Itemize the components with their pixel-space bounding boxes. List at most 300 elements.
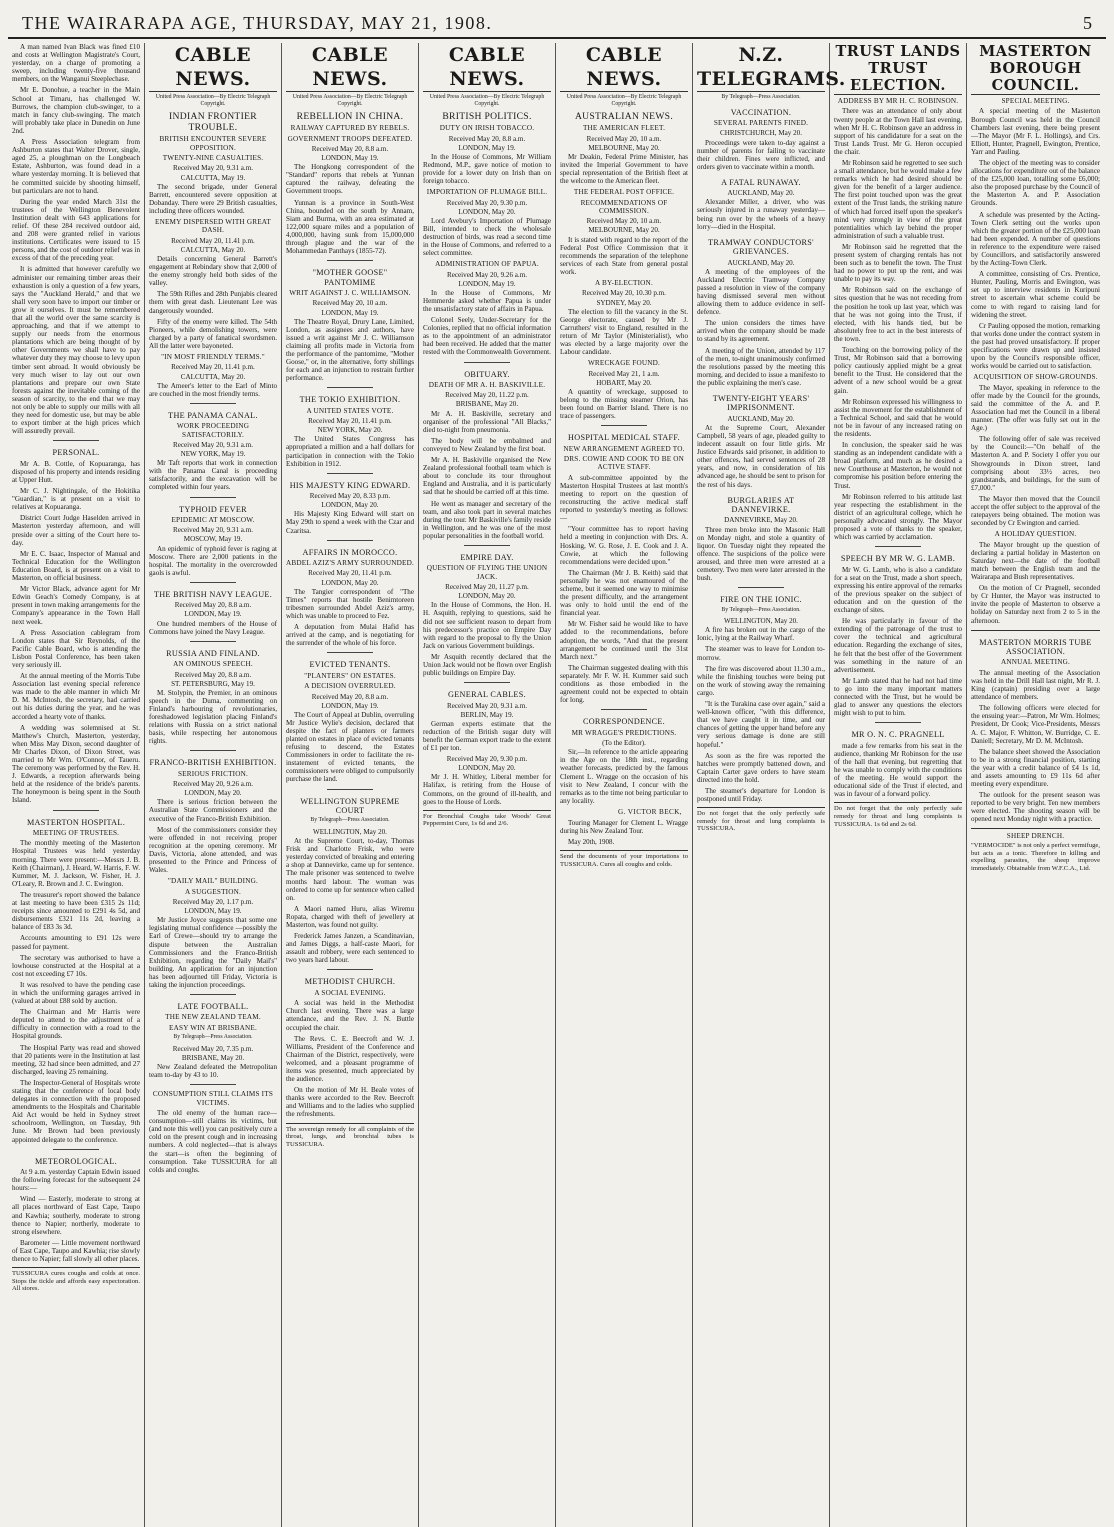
received-line: Received May 20, 8.8 a.m. [311, 692, 389, 701]
article-subheading: NEW ARRANGEMENT AGREED TO. [563, 444, 685, 453]
article-paragraph: Mr W. G. Lamb, who is also a candidate for a seat on the Trust, made a short speech, expressing his entire approval of the remarks of the previous speaker on the subject of education and on the question of the exchange of sites. [834, 565, 962, 615]
article-paragraph: The Court of Appeal at Dublin, overruling Mr Justice Wylie's decision, declared that despite the fact of planters or farmers planted on estates in place of evicted tenants refusing to descend, the Estates Commissioners in order to facilitate the re-instatement of evicted tenants, the commissioners were obliged to compulsorily purchase the land. [286, 710, 414, 784]
received-line: Received May 20, 9.31 a.m. [173, 164, 253, 173]
divider [875, 546, 921, 547]
dateline: WELLINGTON, May 20. [313, 827, 387, 836]
received-line: Received May 20, 10 a.m. [312, 299, 388, 308]
article-paragraph: At the Supreme Court, to-day, Thomas Frisk and Charlotte Frisk, who were yesterday convicted of breaking and entering a shop at Dannevirke, came up for sentence. The male prisoner was sentenced to twelve months hard labour. The woman was ordered to come up for sentence when called on. [286, 837, 414, 902]
column-subheading: By Telegraph—Press Association. [721, 94, 801, 100]
received-line: Received May 20, 9.30 p.m. [446, 198, 528, 207]
article-paragraph: The fire was discovered about 11.30 a.m., while the finishing touches were being put on the work of stowing away the remaining cargo. [697, 664, 825, 697]
article-paragraph: The body will be embalmed and conveyed to New Zealand by the first boat. [423, 436, 551, 453]
article-heading: TWENTY-EIGHT YEARS' IMPRISONMENT. [712, 393, 810, 413]
ad-text: The sovereign remedy for all complaints of the throat, lungs, and bronchial tubes is TUSSICURA. [286, 1125, 414, 1148]
received-line: Received May 21, 1 a.m. [588, 369, 660, 378]
article-paragraph: During the year ended March 31st the trustees of the Wellington Benevolent Institution dealt with 643 applications for relief. Of these 284 received outdoor aid, and 208 were granted relief in various institutions. Certificates were issued to 15 persons, and the cost of outdoor relief was in excess of that of the preceding year. [12, 197, 140, 263]
article-paragraph: The Theatre Royal, Drury Lane, Limited, London, as assignees and authors, have issued a writ against Mr J. C. Williamson claiming all profits made in Victoria from the performance of the pantomime, "Mother Goose," or, in the alternative, forty shillings for each and an injunction to restrain further performance. [286, 317, 414, 383]
ad-text: Do not forget that the only perfectly safe remedy for throat and lung complaints is TUSSICURA. 1s 6d and 2s 6d. [834, 805, 962, 828]
article-paragraph: Proceedings were taken to-day against a number of parents for failing to vaccinate their children. Fines were inflicted, and orders given to vaccinate within a month. [697, 138, 825, 171]
article-paragraph: Mr Taft reports that work in connection with the Panama Canal is proceeding satisfactorily, and the excavation will be completed within four years. [149, 459, 277, 492]
received-line: Received May 20, 10.30 p.m. [582, 289, 666, 298]
article-paragraph: The following offer of sale was received by the Council:—"On behalf of the Masterton A. and P. Society I offer you our Showgrounds in Dixon street, land comprising about 33½ acres, two grandstands, and buildings, for the sum of £7,000." [971, 435, 1100, 492]
article-heading: BURGLARIES AT DANNEVIRKE. [727, 495, 795, 515]
article-paragraph: His Majesty King Edward will start on May 29th to spend a week with the Czar and Czaritsa. [286, 510, 414, 535]
dateline: MELBOURNE, May 20. [588, 143, 660, 152]
article-heading: MR O. N. C. PRAGNELL [851, 730, 945, 740]
article-subheading: RECOMMENDATIONS OF COMMISSION. [580, 198, 668, 215]
personal-item: Mr Victor Black, advance agent for Mr Edwin Geach's Comedy Company, is at present in town making arrangements for the Company's appearance in the Town Hall next week. [12, 585, 140, 626]
article-subheading: GOVERNMENT TROOPS DEFEATED. [287, 134, 413, 143]
column-subheading: United Press Association—By Electric Telegraph Copyright. [292, 94, 408, 107]
dateline: LONDON, May 20. [321, 501, 379, 510]
article-paragraph: Mr A. H. Baskiville, secretary and organiser of the professional "All Blacks," died to-night from pneumonia. [423, 409, 551, 434]
article-subheading: ADMINISTRATION OF PAPUA. [435, 260, 539, 269]
article-paragraph: A special meeting of the Masterton Borough Council was held in the Council Chambers last evening, there being present—The Mayor (Mr F. L. Hollings), and Crs. Elliott, Hunter, Pragnell, Ewington, Prentice, Yarr and Pauling. [971, 107, 1100, 156]
article-heading: VACCINATION. [730, 107, 792, 117]
dateline: CALCUTTA, May 19. [180, 173, 246, 182]
personal-item: Mr E. C. Isaac, Inspector of Manual and Technical Education for the Wellington Education Board, is at present on a visit to Masterton, on official business. [12, 549, 140, 583]
article-paragraph: The treasurer's report showed the balance at last meeting to have been £315 2s 11d; receipts since amounted to £291 4s 5d, and disbursements £321 11s 2d, leaving a balance of £83 3s 3d. [12, 890, 140, 932]
received-line: Received May 20, 11.27 p.m. [445, 583, 529, 592]
article-subheading: MR WRAGGE'S PREDICTIONS. [571, 728, 677, 737]
column-subheading: United Press Association—By Electric Telegraph Copyright. [155, 94, 271, 107]
byline: By Telegraph—Press Association. [721, 606, 801, 613]
article-paragraph: At 9 a.m. yesterday Captain Edwin issued the following forecast for the subsequent 24 hours:— [12, 1168, 140, 1193]
article-heading: MASTERTON MORRIS TUBE ASSOCIATION. [979, 637, 1092, 657]
article-paragraph: The 59th Rifles and 28th Punjabis cleared them with great dash. Lieutenant Lee was dangerously wounded. [149, 290, 277, 315]
article-heading: EMPIRE DAY. [460, 552, 514, 562]
article-paragraph: made a few remarks from his seat in the audience, thanking Mr Robinson for the use of the hall that evening, but regretting that he was unable to comply with the conditions of the meeting. He would support the educational side of the Trust if elected, and was in favour of a forward policy. [834, 741, 962, 799]
personal-item: Mr C. J. Nightingale, of the Hokitika "Guardian," is at present on a visit to relatives at Kopuaranga. [12, 487, 140, 512]
article-paragraph: Mr Robinson said he regretted that the present system of charging rentals has not been such as to benefit the town. The Trust had no power to put up the rent, and was unable to pay its way. [834, 242, 962, 284]
article-paragraph: The Inspector-General of Hospitals wrote stating that the conference of local body delegates in connection with the proposed amendments to the Hospitals and Charitable Aid Act would be held in Sydney street schoolroom, Wellington, on Tuesday, 9th June. Mr Brown had been previously appointed delegate to the conference. [12, 1078, 140, 1144]
article-paragraph: M. Stolypin, the Premier, in an ominous speech in the Duma, commenting on Finland's harbouring of revolutionaries, foreshadowed legislation placing Finland's relations with Russia on a strict national basis, while respecting her autonomous rights. [149, 688, 277, 746]
dateline: HOBART, May 20. [596, 378, 652, 387]
article-paragraph: A schedule was presented by the Acting-Town Clerk setting out the works upon which the greater portion of the £25,000 loan had been expended. A number of questions in reference to the expenditure were raised by Councillors, and satisfactorily answered by the Acting-Town Clerk. [971, 210, 1100, 268]
article-paragraph: Mr Deakin, Federal Prime Minister, has invited the Imperial Government to have special representation of the British fleet at the welcome to the American fleet. [560, 152, 688, 186]
article-paragraph: The outlook for the present season was reported to be very bright. Ten new members were elected. The shooting season will be opened next Monday night with a practice. [971, 791, 1100, 824]
article-paragraph: Three men broke into the Masonic Hall on Monday night, and stole a quantity of liquor. On Tuesday night they repeated the offence. The suspicions of the police were aroused, and three men were arrested at a cemetery. Two men were later arrested in the bush. [697, 525, 825, 583]
advertisement [12, 1267, 140, 1293]
dateline: SYDNEY, May 20. [596, 298, 652, 307]
divider [327, 540, 373, 541]
column-subheading: ADDRESS BY MR H. C. ROBINSON. [837, 97, 959, 105]
column-subheading: United Press Association—By Electric Telegraph Copyright. [429, 94, 545, 107]
column-3 [282, 43, 419, 1527]
article-heading: THE TOKIO EXHIBITION. [299, 395, 401, 405]
received-line: Received May 20, 8.8 a.m. [448, 134, 526, 143]
dateline: DANNEVIRKE, May 20. [724, 516, 798, 525]
article-paragraph: Most of the commissioners consider they were offended in not receiving proper recognition at the opening ceremony. Mr Davis, Victoria, alone attended, and was presented to the Prince and Princess of Wales. [149, 825, 277, 875]
column-heading: N.Z. TELEGRAMS. [697, 44, 846, 90]
article-paragraph: At the Supreme Court, Alexander Campbell, 58 years of age, pleaded guilty to indecent assault on four little girls. Mr Justice Edwards said prisoner, in addition to other offences, had served sentences of 28 years, and now, in consideration of his advanced age, he should be sent to prison for the rest of his days. [697, 423, 825, 489]
divider [464, 682, 510, 683]
divider [327, 969, 373, 970]
article-paragraph: Mr W. Fisher said he would like to have added to the recommendations, before adoption, the words, "And that the present arrangement be continued until the 31st March next." [560, 620, 688, 661]
article-heading: TYPHOID FEVER [179, 504, 247, 514]
column-2 [145, 43, 282, 1527]
article-subheading: "IN MOST FRIENDLY TERMS." [161, 353, 265, 361]
received-line: Received May 20, 11.22 p.m. [445, 391, 529, 400]
article-paragraph: A social was held in the Methodist Church last evening. There was a large attendance, and the Rev. J. N. Buttle occupied the chair. [286, 999, 414, 1032]
article-paragraph: Cr Pauling opposed the motion, remarking that works done under the contract system in the past had proved unsatisfactory. If proper specifications were drawn up and insisted upon by the Council's responsible officer, works would be carried out to satisfaction. [971, 321, 1100, 371]
received-line: Received May 20, 11.41 p.m. [308, 569, 392, 578]
article-subheading: SERIOUS FRICTION. [177, 769, 249, 778]
article-paragraph: The United States Congress has appropriated a million and a half dollars for participation in connection with the Tokio Exhibition in 1912. [286, 435, 414, 468]
divider [875, 722, 921, 723]
divider [190, 750, 236, 751]
dateline: NEW YORK, May 19. [180, 450, 246, 459]
article-subheading: ACQUISITION OF SHOW-GROUNDS. [973, 373, 1098, 382]
dateline: AUCKLAND, May 20. [727, 258, 795, 267]
article-paragraph: A deputation from Mulai Hafid has arrived at the camp, and is negotiating for the surrender of the whole of his force. [286, 623, 414, 648]
article-paragraph: "It is the Turakina case over again," said a well-known officer, "with this difference, that we have caught it in time, and our chances of getting the upper hand before any very serious damage is done are still hopeful." [697, 700, 825, 749]
article-subheading: THE NEW ZEALAND TEAM. [165, 1013, 261, 1022]
divider [327, 789, 373, 790]
article-paragraph: Frederick James Janzen, a Scandinavian, and James Diggs, a half-caste Maori, for assault and robbery, were each sentenced to two years hard labour. [286, 932, 414, 965]
byline: By Telegraph—Press Association. [310, 817, 390, 824]
dateline: MELBOURNE, May 20. [588, 226, 660, 235]
advertisement [286, 1123, 414, 1149]
article-paragraph: In the House of Commons, the Hon. H. H. Asquith, replying to questions, said he did not see sufficient reason to depart from his predecessor's practice on Empire Day with regard to the proposal to fly the Union Jack on various Government buildings. [423, 601, 551, 650]
article-subheading: WRIT AGAINST J. C. WILLIAMSON. [289, 289, 411, 298]
letter-signature: G. VICTOR BECK, [617, 807, 682, 816]
article-subheading: A UNITED STATES VOTE. [306, 406, 394, 415]
divider [327, 387, 373, 388]
article-paragraph: Mr Robinson said he regretted to see such a small attendance, but he would make a few remarks which he had desired should be given for the benefit of a larger audience. The first point touched upon was the great extent of the Trust lands, the striking nature of which had forced itself upon the speaker's mind very strongly in view of the great potentialities which lay behind the proper administration of such a valuable trust. [834, 158, 962, 240]
article-paragraph: Mr Lamb stated that he had not had time to go into the many important matters connected with the Trust, but he would be glad to answer any questions the electors might wish to put to him. [834, 676, 962, 718]
column-heading: CABLE NEWS. [423, 43, 551, 92]
article-heading: WELLINGTON SUPREME COURT [300, 796, 400, 815]
article-heading: CORRESPONDENCE. [582, 717, 666, 727]
article-paragraph: Mr Robinson said on the exchange of sites question that he was not receding from the position he took up last year, which was that he was not going into the Trust, if elected, with his hands tied, but be absolutely free to act in the best interests of the town. [834, 286, 962, 343]
article-heading: RUSSIA AND FINLAND. [166, 648, 260, 658]
article-subheading: A HOLIDAY QUESTION. [994, 530, 1077, 539]
article-paragraph: The second brigade, under General Barrett, encountered severe opposition at Dobanday. There were 29 British casualties, including three officers wounded. [149, 182, 277, 215]
column-8 [967, 43, 1104, 1527]
divider [190, 582, 236, 583]
article-paragraph: He went as manager and secretary of the team, and also took part in several matches during the tour. Mr Baskiville's family reside in Wellington, and he was one of the most popular personalities in the football world. [423, 499, 551, 540]
article-subheading: A SOCIAL EVENING. [314, 988, 386, 997]
divider [971, 630, 1100, 631]
dateline: LONDON, May 20. [321, 578, 379, 587]
personal-item: A Press Association cablegram from London states that Sir Reynolds, of the Pacific Cable Board, who is attending the Lisbon Postal Conference, has been taken very seriously ill. [12, 628, 140, 669]
divider [53, 440, 99, 441]
article-subheading: A BY-ELECTION. [595, 279, 653, 288]
advertisement [971, 828, 1100, 873]
article-paragraph: On the motion of Cr Pragnell, seconded by Cr Hunter, the Mayor was instructed to invite the people of Masterton to observe a holiday on Saturday next from 2 to 5 in the afternoon. [971, 584, 1100, 625]
personal-item: District Court Judge Haselden arrived in Masterton yesterday afternoon, and will preside over a sitting of the Court here to-day. [12, 514, 140, 547]
article-heading: CONSUMPTION STILL CLAIMS ITS VICTIMS. [152, 1090, 274, 1107]
dateline: LONDON, May 19. [321, 308, 379, 317]
article-heading: LATE FOOTBALL. [177, 1002, 249, 1012]
personal-item: A wedding was solemnised at St. Matthew's Church, Masterton, yesterday, when Miss May Dixon, second daughter of Mr Charles Dixon, of Dixon Street, was married to Mr Wm. O'Connor, of Taueru. The ceremony was performed by the Rev. H. J. Edwards, a reception afterwards being held at the residence of the bride's parents. The honeymoon is being spent in the South Island. [12, 723, 140, 805]
personal-item: Mr A. B. Cottle, of Kopuaranga, has disposed of his property and intends residing at Upper Hutt. [12, 459, 140, 484]
article-heading: METHODIST CHURCH. [304, 977, 396, 987]
article-paragraph: In conclusion, the speaker said he was standing as an independent candidate with a broad platform, and much as he desired a new Courthouse at Masterton, he would not compromise his position before entering the Trust. [834, 441, 962, 490]
article-paragraph: A man named Ivan Black was fined £10 and costs at Wellington Magistrate's Court, yesterday, on a charge of promoting a sweep, including twenty-five thousand members, on the Wanganui Steeplechase. [12, 43, 140, 84]
article-paragraph: It is stated with regard to the report of the Federal Post Office Commission that it recommends the separation of the telephone services of each State from general postal work. [560, 235, 688, 276]
dateline: BERLIN, May 19. [460, 710, 514, 719]
article-paragraph: Yunnan is a province in South-West China, bounded on the south by Annam, Siam and Burma, with an area estimated at 122,000 square miles and a population of 4,000,000, having sunk from 15,000,000 through plague and the war of the Mohammedan Panthays (1855-72). [286, 198, 414, 256]
advertisement [423, 810, 551, 828]
article-paragraph: Mr A. H. Baskiville organised the New Zealand professional football team which is about to conclude its tour throughout England and Australia, and it is particularly sad that he should be carried off at this time. [423, 456, 551, 497]
dateline: CALCUTTA, May 20. [180, 245, 246, 254]
article-paragraph: A meeting of the employees of the Auckland Electric Tramway Company passed a resolution in view of the company having dismissed several men without allowing them to adduce evidence in self-defence. [697, 267, 825, 317]
dateline: LONDON, May 19. [321, 701, 379, 710]
article-paragraph: Fifty of the enemy were killed. The 54th Pioneers, while demolishing towers, were charged by a party of fanatical swordsmen. All the latter were bayoneted. [149, 317, 277, 350]
dateline: LONDON, May 20. [184, 789, 242, 798]
article-subheading: EPIDEMIC AT MOSCOW. [171, 515, 255, 524]
article-paragraph: The following officers were elected for the ensuing year:—Patron, Mr Wm. Holmes; President, Dr Cook; Vice-Presidents, Messrs A. C. Major, F. Whitton, W. Burridge, C. E. Daniell; Secretary, Mr D. M. McIntosh. [971, 704, 1100, 745]
article-paragraph: The steamer's departure for London is postponed until Friday. [697, 786, 825, 804]
article-heading: AFFAIRS IN MOROCCO. [302, 547, 398, 557]
article-heading: HIS MAJESTY KING EDWARD. [289, 480, 411, 490]
received-line: Received May 20, 9.31 a.m. [447, 701, 527, 710]
article-heading: REBELLION IN CHINA. [296, 111, 404, 123]
article-paragraph: Wind — Easterly, moderate to strong at all places northward of East Cape, Taupo and Kawhia; southerly, moderate to strong thence to Napier; northerly, moderate to strong elsewhere. [12, 1195, 140, 1236]
dateline: MOSCOW, May 19. [183, 535, 243, 544]
received-line: Received May 20, 9.31 a.m. [173, 441, 253, 449]
column-4 [419, 43, 556, 1527]
dateline: LONDON, May 19. [184, 907, 242, 916]
advertisement [834, 802, 962, 828]
article-paragraph: The Revs. C. E. Beecroft and W. J. Williams, President of the Conference and Chairman of the District, respectively, were welcomed, and a pleasant programme of items was presented, much appreciated by the audience. [286, 1034, 414, 1084]
dateline: BRISBANE, May 20. [455, 400, 519, 409]
divider [53, 1149, 99, 1150]
article-paragraph: The Ameer's letter to the Earl of Minto are couched in the most friendly terms. [149, 381, 277, 398]
divider [464, 362, 510, 363]
hospital-heading: MASTERTON HOSPITAL. [26, 817, 126, 827]
dateline: WELLINGTON, May 20. [724, 617, 798, 626]
advertisement [697, 807, 825, 833]
article-paragraph: An epidemic of typhoid fever is raging at Moscow. There are 2,000 patients in the hospital. The mortality in the overcrowded gaols is awful. [149, 544, 277, 577]
article-paragraph: Touching on the borrowing policy of the Trust, Mr Robinson said that a borrowing policy cautiously applied might be a great benefit to the Trust. He considered that the advent of a new school would be a great gain. [834, 346, 962, 395]
article-subheading: "PLANTERS" ON ESTATES. [304, 671, 396, 680]
article-paragraph: A Press Association telegram from Ashburton states that Walter Drover, single, aged 25, a ploughman on the Longbeach Estate, Ashburton, was found dead in a whare yesterday morning. It is believed that he committed suicide by shooting himself, but particulars are not to hand. [12, 138, 140, 195]
article-subheading: SEVERAL PARENTS FINED. [713, 119, 809, 127]
dateline: NEW YORK, May 20. [317, 426, 383, 435]
article-paragraph: The Hospital Party was read and showed that 20 patients were in the Institution at last meeting, 32 had since been admitted, and 27 discharged, leaving 25 remaining. [12, 1043, 140, 1076]
column-1 [8, 43, 145, 1527]
received-line: Received May 20, 10 a.m. [586, 134, 662, 143]
received-line: Received May 20, 1.17 p.m. [172, 898, 254, 907]
dateline: CHRISTCHURCH, May 20. [720, 129, 802, 138]
dateline: LONDON, May 19. [458, 143, 516, 152]
ad-text: TUSSICURA cures coughs and colds at once. Stops the tickle and affords easy expectoration. All stores. [12, 1270, 140, 1293]
article-paragraph: One hundred members of the House of Commons have joined the Navy League. [149, 619, 277, 636]
divider [190, 641, 236, 642]
article-paragraph: It was resolved to have the pending case in which the uniforming garages arrived in (valued at about £88 sold by auction. [12, 980, 140, 1006]
personal-heading: PERSONAL. [52, 448, 100, 458]
article-heading: SPEECH BY MR W. G. LAMB. [840, 554, 956, 564]
dateline: LONDON, May 19. [184, 610, 242, 619]
article-subheading: DEATH OF MR A. H. BASKIVILLE. [428, 380, 546, 389]
article-heading: EVICTED TENANTS. [309, 660, 391, 670]
article-subheading: TWENTY-NINE CASUALTIES. [162, 154, 264, 162]
received-line: Received May 20, 9.30 p.m. [446, 755, 528, 764]
dateline: LONDON, May 19. [321, 154, 379, 163]
article-subheading: THE AMERICAN FLEET. [582, 124, 666, 133]
letter-paragraph: Sir,—In reference to the article appearing in the Age on the 18th inst., regarding weather forecasts, predicted by the famous Clement L. Wragge on the occasion of his visit to New Zealand, I concur with the remarks as to the time not being particular to any locality. [560, 748, 688, 805]
article-paragraph: The balance sheet showed the Association to be in a strong financial position, starting the year with a credit balance of £4 1s 1d, and assets amounting to £9 11s 6d after meeting every expenditure. [971, 747, 1100, 789]
article-subheading: A DECISION OVERRULED. [304, 682, 396, 691]
article-heading: OBITUARY. [464, 369, 510, 379]
article-heading: THE BRITISH NAVY LEAGUE. [153, 589, 273, 599]
article-paragraph: As soon as the fire was reported the hatches were promptly battened down, and Captain Carter gave orders to have steam directed into the hold. [697, 751, 825, 784]
article-paragraph: The election to fill the vacancy in the St. George electorate, caused by Mr J. Carruthers' visit to England, resulted in the return of Mr Taylor (Ministerialist), who was elected by a large majority over the Labour candidate. [560, 307, 688, 357]
article-heading: GENERAL CABLES. [448, 690, 526, 700]
article-subheading: ANNUAL MEETING. [1000, 658, 1070, 667]
article-paragraph: Colonel Seely, Under-Secretary for the Colonies, replied that no official information as to the appointment of an administrator had been received. He added that the matter rested with the Commonwealth Government. [423, 316, 551, 357]
hospital-subheading: MEETING OF TRUSTEES. [32, 828, 120, 837]
article-heading: AUSTRALIAN NEWS. [574, 111, 674, 123]
article-heading: THE PANAMA CANAL. [168, 410, 258, 420]
divider [738, 587, 784, 588]
divider [601, 709, 647, 710]
column-6 [693, 43, 846, 1527]
article-subheading: BRITISH ENCOUNTER SEVERE OPPOSITION. [159, 135, 267, 152]
personal-item: At the annual meeting of the Morris Tube Association last evening special reference was made to the able manner in which Mr D. M. McIntosh, the secretary, had carried out his duties during the year, and he was accorded a hearty vote of thanks. [12, 672, 140, 721]
dateline: LONDON, May 20. [458, 592, 516, 601]
divider [190, 403, 236, 404]
column-5 [556, 43, 693, 1527]
article-heading: FIRE ON THE IONIC. [720, 595, 802, 605]
received-line: Received May 20, 7.35 p.m. [172, 1044, 254, 1053]
article-paragraph: The union considers the times have arrived when the company should be made to stand by its agreement. [697, 319, 825, 344]
article-paragraph: There was an attendance of only about twenty people at the Town Hall last evening, when Mr H. C. Robinson gave an address in support of his candidature for a seat on the Trust Lands Trust. Mr G. Heron occupied the chair. [834, 107, 962, 156]
masthead-title: THE WAIRARAPA AGE, THURSDAY, MAY 21, 1908. [22, 13, 493, 33]
letter-date: May 20th, 1908. [568, 837, 615, 846]
received-line: Received May 20, 8.8 a.m. [311, 145, 389, 153]
divider [327, 473, 373, 474]
dateline: LONDON, May 19. [458, 279, 516, 288]
received-line: Received May 20, 8.8 a.m. [174, 601, 252, 610]
article-paragraph: Mr E. Donohue, a teacher in the Main School at Timaru, has challenged W. Burrows, the champion club-swinger, to a match in fancy club-swinging. The match will probably take place in Dunedin on June 2nd. [12, 86, 140, 135]
received-line: Received May 20, 9.31 a.m. [173, 526, 253, 535]
article-paragraph: A Maori named Huru, alias Wiremu Ropata, charged with theft of jewellery at Masterton, was found not guilty. [286, 904, 414, 929]
article-paragraph: Barometer — Little movement northward of East Cape, Taupo and Kawhia; rise slowly thence to Napier; fall slowly all other places. [12, 1238, 140, 1263]
column-heading: TRUST LANDS TRUST ELECTION. [835, 43, 961, 94]
article-subheading: WRECKAGE FOUND. [587, 359, 661, 368]
article-subheading: "DAILY MAIL" BUILDING. [167, 877, 259, 886]
received-line: Received May 20, 11.41 p.m. [171, 363, 255, 372]
article-paragraph: Mr Robinson expressed his willingness to assist the movement for the establishment of a Technical School, and said that he would not be in favour of any increased rating on the residents. [834, 397, 962, 438]
column-subheading: SPECIAL MEETING. [1001, 97, 1070, 105]
article-paragraph: In the House of Commons, Mr Hemmerde asked whether Papua is under the unsatisfactory state of affairs in Papua. [423, 288, 551, 313]
article-paragraph: A fire has broken out in the cargo of the Ionic, lying at the Railway Wharf. [697, 626, 825, 643]
divider [601, 425, 647, 426]
article-paragraph: Mr Justice Joyce suggests that some one legislating mutual confidence —possibly the Earl of Crewe—should try to arrange the dispute between the Australian Commissioners and the Franco-British Exhibition, regarding the "Daily Mail's" building. An application for an injunction has been adjourned till Friday, Victoria is taking the injunction proceedings. [149, 916, 277, 989]
article-paragraph: Details concerning General Barrett's engagement at Rebindary show that 2,000 of the enemy strongly held both sides of the valley. [149, 254, 277, 288]
divider [53, 810, 99, 811]
advertisement [560, 850, 688, 868]
divider [327, 260, 373, 261]
page-number: 5 [1083, 13, 1092, 33]
article-subheading: DRS. COWIE AND COOK TO BE ON ACTIVE STAFF. [563, 454, 685, 472]
column-heading: MASTERTON BOROUGH COUNCIL. [971, 43, 1100, 95]
divider [190, 1084, 236, 1085]
article-heading: HOSPITAL MEDICAL STAFF. [568, 433, 680, 443]
dateline: LONDON, May 20. [458, 764, 516, 773]
article-paragraph: The annual meeting of the Association was held in the Drill Hall last night, Mr R. J. King (captain) presiding over a large attendance of members. [971, 668, 1100, 702]
dateline: LONDON, May 20. [458, 207, 516, 216]
received-line: Received May 20, 11.41 p.m. [308, 417, 392, 426]
article-subheading: DUTY ON IRISH TOBACCO. [439, 124, 535, 133]
article-paragraph: Mr J. H. Whitley, Liberal member for Halifax, is retiring from the House of Commons, on the ground of ill-health, and goes to the House of Lords. [423, 773, 551, 806]
article-paragraph: "Your committee has to report having held a meeting in conjunction with Drs. A. Hosking, W. G. Rose, J. E. Cook and J. A. Cowie, at which the following recommendations were decided upon." [560, 525, 688, 566]
received-line: Received May 20, 9.26 a.m. [173, 780, 253, 789]
column-heading: CABLE NEWS. [286, 43, 414, 92]
ad-text: Send the documents of your importations to TUSSICURA. Cures all coughs and colds. [560, 852, 688, 868]
article-paragraph: A quantity of wreckage, supposed to belong to the missing steamer Orion, has been found on Barrier Island. There is no trace of passengers. [560, 387, 688, 421]
article-subheading: EASY WIN AT BRISBANE. [169, 1023, 257, 1032]
dateline: BRISBANE, May 20. [181, 1053, 245, 1062]
article-paragraph: The object of the meeting was to consider allocations for expenditure out of the balance of the £25,000 loan, totalling some £6,000; also the proposed purchase by the Council of the Masterton A. and P. Association Grounds. [971, 158, 1100, 208]
article-paragraph: A committee, consisting of Crs. Prentice, Hunter, Pauling, Morris and Ewington, was set up to interview residents in Kuripuni street to ascertain what scheme could be come to with regard to raising land for widening the street. [971, 270, 1100, 319]
byline: By Telegraph—Press Association. [173, 1034, 253, 1041]
received-line: Received May 20, 8.33 p.m. [309, 492, 391, 501]
article-subheading: ENEMY DISPERSED WITH GREAT DASH. [154, 217, 271, 235]
article-paragraph: The monthly meeting of the Masterton Hospital Trustees was held yesterday morning. There were present:—Messrs J. B. Keith (Chairman), J. Heard, W. Harris, F. W. Kummer, M. J. Jackson, W. Fisher, H. J. O'Leary, R. Brown and J. C. Ewington. [12, 839, 140, 888]
divider [327, 652, 373, 653]
article-paragraph: In the House of Commons, Mr William Redmond, M.P., gave notice of motion to provide for a lower duty on Irish than on foreign tobacco. [423, 152, 551, 186]
article-paragraph: The Hongkong correspondent of the "Standard" reports that rebels at Yunnan captured the railway, defeating the Government troops. [286, 163, 414, 196]
article-subheading: ABDEL AZIZ'S ARMY SURROUNDED. [286, 559, 414, 568]
article-paragraph: On the motion of Mr H. Beale votes of thanks were accorded to the Rev. Beecroft and Williams and to the ladies who supplied the refreshments. [286, 1086, 414, 1119]
article-paragraph: The secretary was authorised to have a lowhouse constructed at the Hospital at a cost not exceeding £7 10s. [12, 953, 140, 978]
divider [464, 545, 510, 546]
ad-text: For Bronchial Coughs take Woods' Great Peppermint Cure, 1s 6d and 2/6. [423, 812, 551, 828]
received-line: Received May 20, 9.26 a.m. [447, 270, 527, 279]
received-line: Received May 20, 10 a.m. [586, 217, 662, 226]
article-subheading: A SUGGESTION. [184, 887, 242, 896]
divider [190, 994, 236, 995]
article-paragraph: German experts estimate that the reduction of the British sugar duty will benefit the German export trade to the extent of £1 per ton. [423, 719, 551, 753]
article-paragraph: The Chairman and Mr Harris were deputed to attend to the adjustment of a difficulty in connection with a road to the Hospital grounds. [12, 1008, 140, 1041]
article-paragraph: The old enemy of the human race—consumption—still claims its victims, but (and note this well) you can positively cure a cold on the present cough and in increasing numbers. A cold neglected—that is always the start—is often the beginning of consumption. Take TUSSICURA for all colds and coughs. [149, 1109, 277, 1174]
dateline: ST. PETERSBURG, May 19. [171, 679, 255, 688]
article-subheading: RAILWAY CAPTURED BY REBELS. [290, 124, 410, 133]
dateline: AUCKLAND, May 20. [727, 189, 795, 198]
article-heading: TRAMWAY CONDUCTORS' GRIEVANCES. [708, 237, 814, 257]
article-paragraph: The Mayor then moved that the Council accept the offer subject to the approval of the ratepayers being obtained. The motion was seconded by Cr Ewington and carried. [971, 494, 1100, 528]
article-paragraph: A meeting of the Union, attended by 117 of the men, to-night unanimously confirmed the resolutions passed by the meeting this morning, and decided to issue a manifesto to the public explaining the men's case. [697, 346, 825, 387]
masthead [8, 6, 1106, 39]
article-paragraph: Lord Avebury's Importation of Plumage Bill, intended to check the wholesale destruction of birds, was read a second time in the House of Commons, and referred to a select committee. [423, 216, 551, 258]
divider [190, 497, 236, 498]
meteorological-heading: METEOROLOGICAL. [34, 1156, 118, 1166]
article-subheading: QUESTION OF FLYING THE UNION JACK. [426, 564, 548, 581]
columns [8, 43, 1106, 1527]
article-heading: INDIAN FRONTIER TROUBLE. [169, 111, 257, 134]
received-line: Received May 20, 11.41 p.m. [171, 236, 255, 245]
article-heading: FRANCO-BRITISH EXHIBITION. [149, 758, 277, 768]
article-subheading: IMPORTATION OF PLUMAGE BILL. [426, 188, 548, 197]
article-paragraph: Mr Robinson referred to his attitude last year respecting the establishment in the district of an agricultural college, which he personally advocated strongly. The Mayor proposed a vote of thanks to the speaker, which was carried by acclamation. [834, 492, 962, 542]
column-7 [830, 43, 967, 1527]
dateline: CALCUTTA, May 20. [180, 372, 246, 381]
to-the-editor: (To the Editor). [602, 739, 646, 748]
letter-signature-role: Touring Manager for Clement L. Wragge during his New Zealand Tour. [560, 818, 688, 835]
article-paragraph: The Chairman (Mr J. B. Keith) said that personally he was not enamoured of the scheme, but it seemed one way to minimise the present difficulty, and the arrangement was only to hold until the end of the financial year. [560, 568, 688, 618]
article-subheading: AN OMINOUS SPEECH. [173, 660, 253, 669]
article-paragraph: It is admitted that however carefully we administer our remaining timber areas their exhaustion is only a question of a few years, says the "Auckland Herald," and that we shall very soon have to import our timber or grow it ourselves. It must be remembered that all the world over the same scarcity is approaching, and that if we attempt to supply our needs from the enormous plantations which are being thought of by other Governments we shall have to pay whatever duty they may choose to levy upon timber sent abroad. It would obviously be very much wiser to lay out our own plantations and prepare our own State forests against the inevitable coming of the season of scarcity, to the end that we may not only be able to supply our mills with all they need for domestic use, but may be able to export timber at the high prices which will assuredly prevail. [12, 265, 140, 436]
article-paragraph: The Mayor brought up the question of declaring a partial holiday in Masterton on Saturday next—the date of the football match between the English team and the Wairarapa and Bush representatives. [971, 540, 1100, 582]
ad-text: Do not forget that the only perfectly safe remedy for throat and lung complaints is TUSSICURA. [697, 810, 825, 833]
article-paragraph: New Zealand defeated the Metropolitan team to-day by 43 to 10. [149, 1063, 277, 1080]
column-subheading: United Press Association—By Electric Telegraph Copyright. [566, 94, 682, 107]
